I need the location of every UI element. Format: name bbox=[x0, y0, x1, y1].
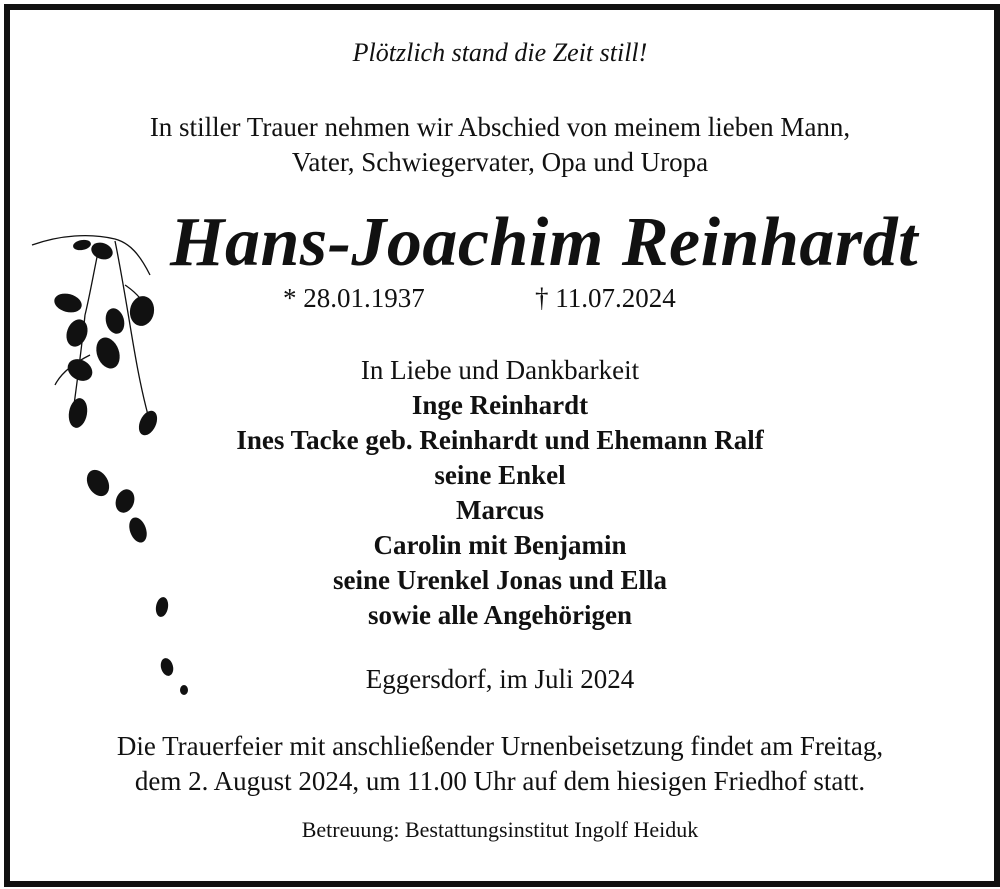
deceased-name: Hans-Joachim Reinhardt bbox=[170, 204, 919, 281]
mourner-line: Ines Tacke geb. Reinhardt und Ehemann Ralf bbox=[236, 425, 764, 455]
death-date: † 11.07.2024 bbox=[535, 283, 676, 313]
ceremony-line-1: Die Trauerfeier mit anschließender Urnenbeisetzung findet am Freitag, bbox=[116, 731, 884, 761]
funeral-home: Betreuung: Bestattungsinstitut Ingolf Heiduk bbox=[301, 817, 699, 842]
place-date: Eggersdorf, im Juli 2024 bbox=[365, 664, 635, 694]
mourner-line: seine Enkel bbox=[434, 460, 566, 490]
mourner-line: sowie alle Angehörigen bbox=[368, 600, 632, 630]
mourner-line: Marcus bbox=[456, 495, 544, 525]
mourners-intro: In Liebe und Dankbarkeit bbox=[360, 355, 640, 385]
mourner-line: seine Urenkel Jonas und Ella bbox=[332, 565, 668, 595]
mourner-line: Inge Reinhardt bbox=[411, 390, 589, 420]
mourner-line: Carolin mit Benjamin bbox=[373, 530, 627, 560]
intro-line-1: In stiller Trauer nehmen wir Abschied von meinem lieben Mann, bbox=[149, 112, 851, 142]
intro-line-2: Vater, Schwiegervater, Opa und Uropa bbox=[291, 147, 709, 177]
motto: Plötzlich stand die Zeit still! bbox=[352, 38, 648, 67]
birth-date: * 28.01.1937 bbox=[283, 283, 425, 313]
ceremony-line-2: dem 2. August 2024, um 11.00 Uhr auf dem hiesigen Friedhof statt. bbox=[134, 766, 866, 796]
